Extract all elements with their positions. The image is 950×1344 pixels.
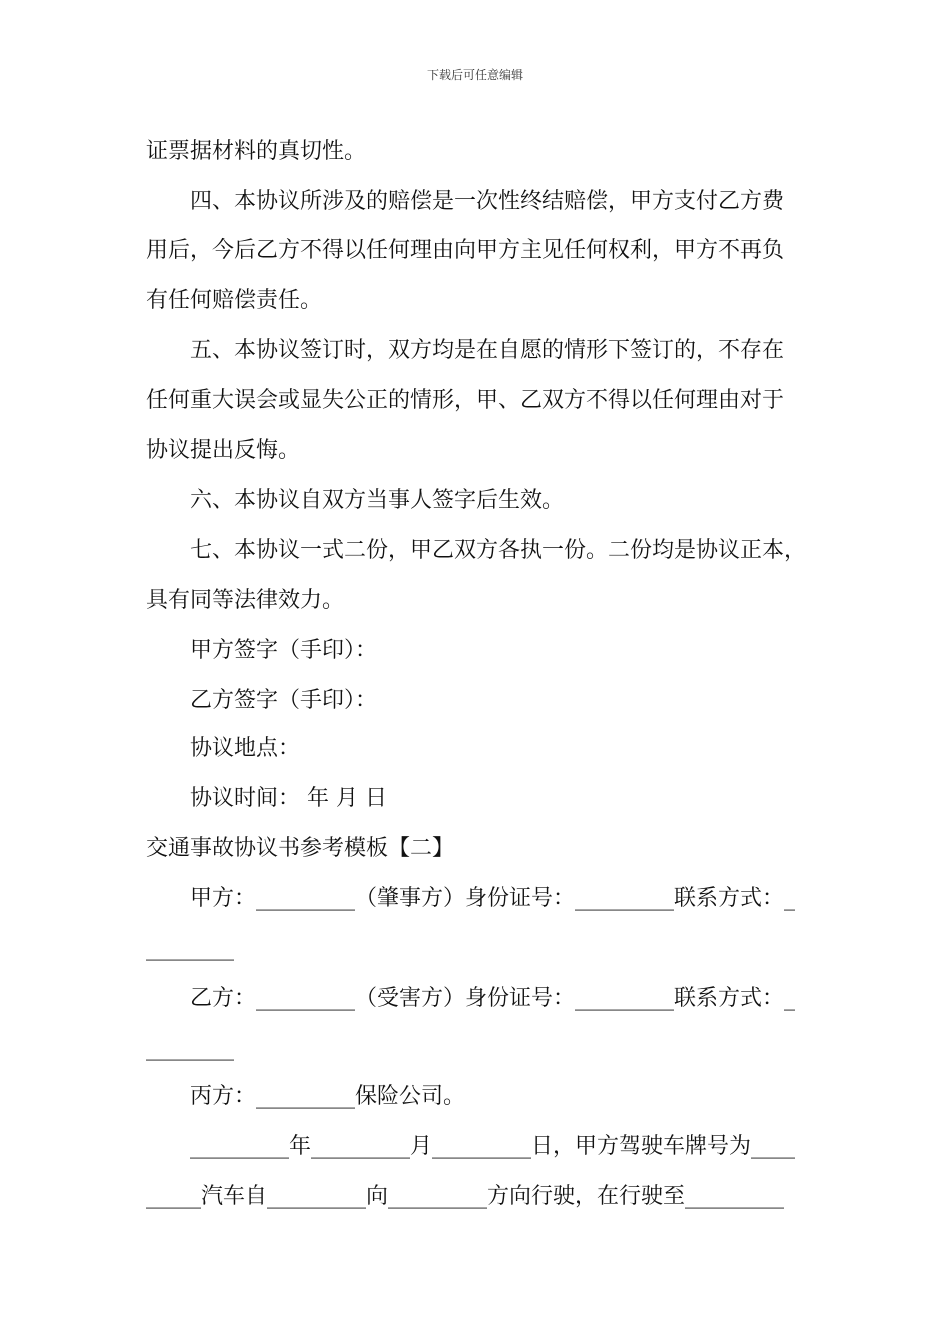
paragraph-line: 协议提出反悔。 [146,438,301,463]
party-a-line: 甲方：_________（肇事方）身份证号：_________联系方式：_ [190,886,796,911]
agreement-date-line: 协议时间： 年 月 日 [190,786,387,811]
paragraph-line: 五、本协议签订时，双方均是在自愿的情形下签订的，不存在 [190,338,785,363]
agreement-location-line: 协议地点： [190,736,301,761]
paragraph-line: 七、本协议一式二份，甲乙双方各执一份。二份均是协议正本， [190,538,807,563]
paragraph-line: _________年_________月_________日，甲方驾驶车牌号为____ [190,1134,796,1159]
paragraph-line: 有任何赔偿责任。 [146,288,323,313]
party-b-line-continued: ________ [146,1036,234,1061]
paragraph-line: 具有同等法律效力。 [146,588,345,613]
paragraph-line: 用后，今后乙方不得以任何理由向甲方主见任何权利，甲方不再负 [146,238,785,263]
signature-line-party-b: 乙方签字（手印）： [190,688,378,713]
party-a-line-continued: ________ [146,936,234,961]
paragraph-line: 证票据材料的真切性。 [146,139,367,164]
paragraph-line: 任何重大误会或显失公正的情形，甲、乙双方不得以任何理由对于 [146,388,785,413]
paragraph-line: _____汽车自_________向_________方向行驶，在行驶至_________ [146,1184,785,1209]
signature-line-party-a: 甲方签字（手印）： [190,638,378,663]
section-title: 交通事故协议书参考模板【二】 [146,836,455,861]
paragraph-line: 四、本协议所涉及的赔偿是一次性终结赔偿，甲方支付乙方费 [190,189,785,214]
page-header-note: 下载后可任意编辑 [426,68,523,82]
party-b-line: 乙方：_________（受害方）身份证号：_________联系方式：_ [190,986,796,1011]
paragraph-line: 六、本协议自双方当事人签字后生效。 [190,488,565,513]
party-c-line: 丙方：_________保险公司。 [190,1084,466,1109]
